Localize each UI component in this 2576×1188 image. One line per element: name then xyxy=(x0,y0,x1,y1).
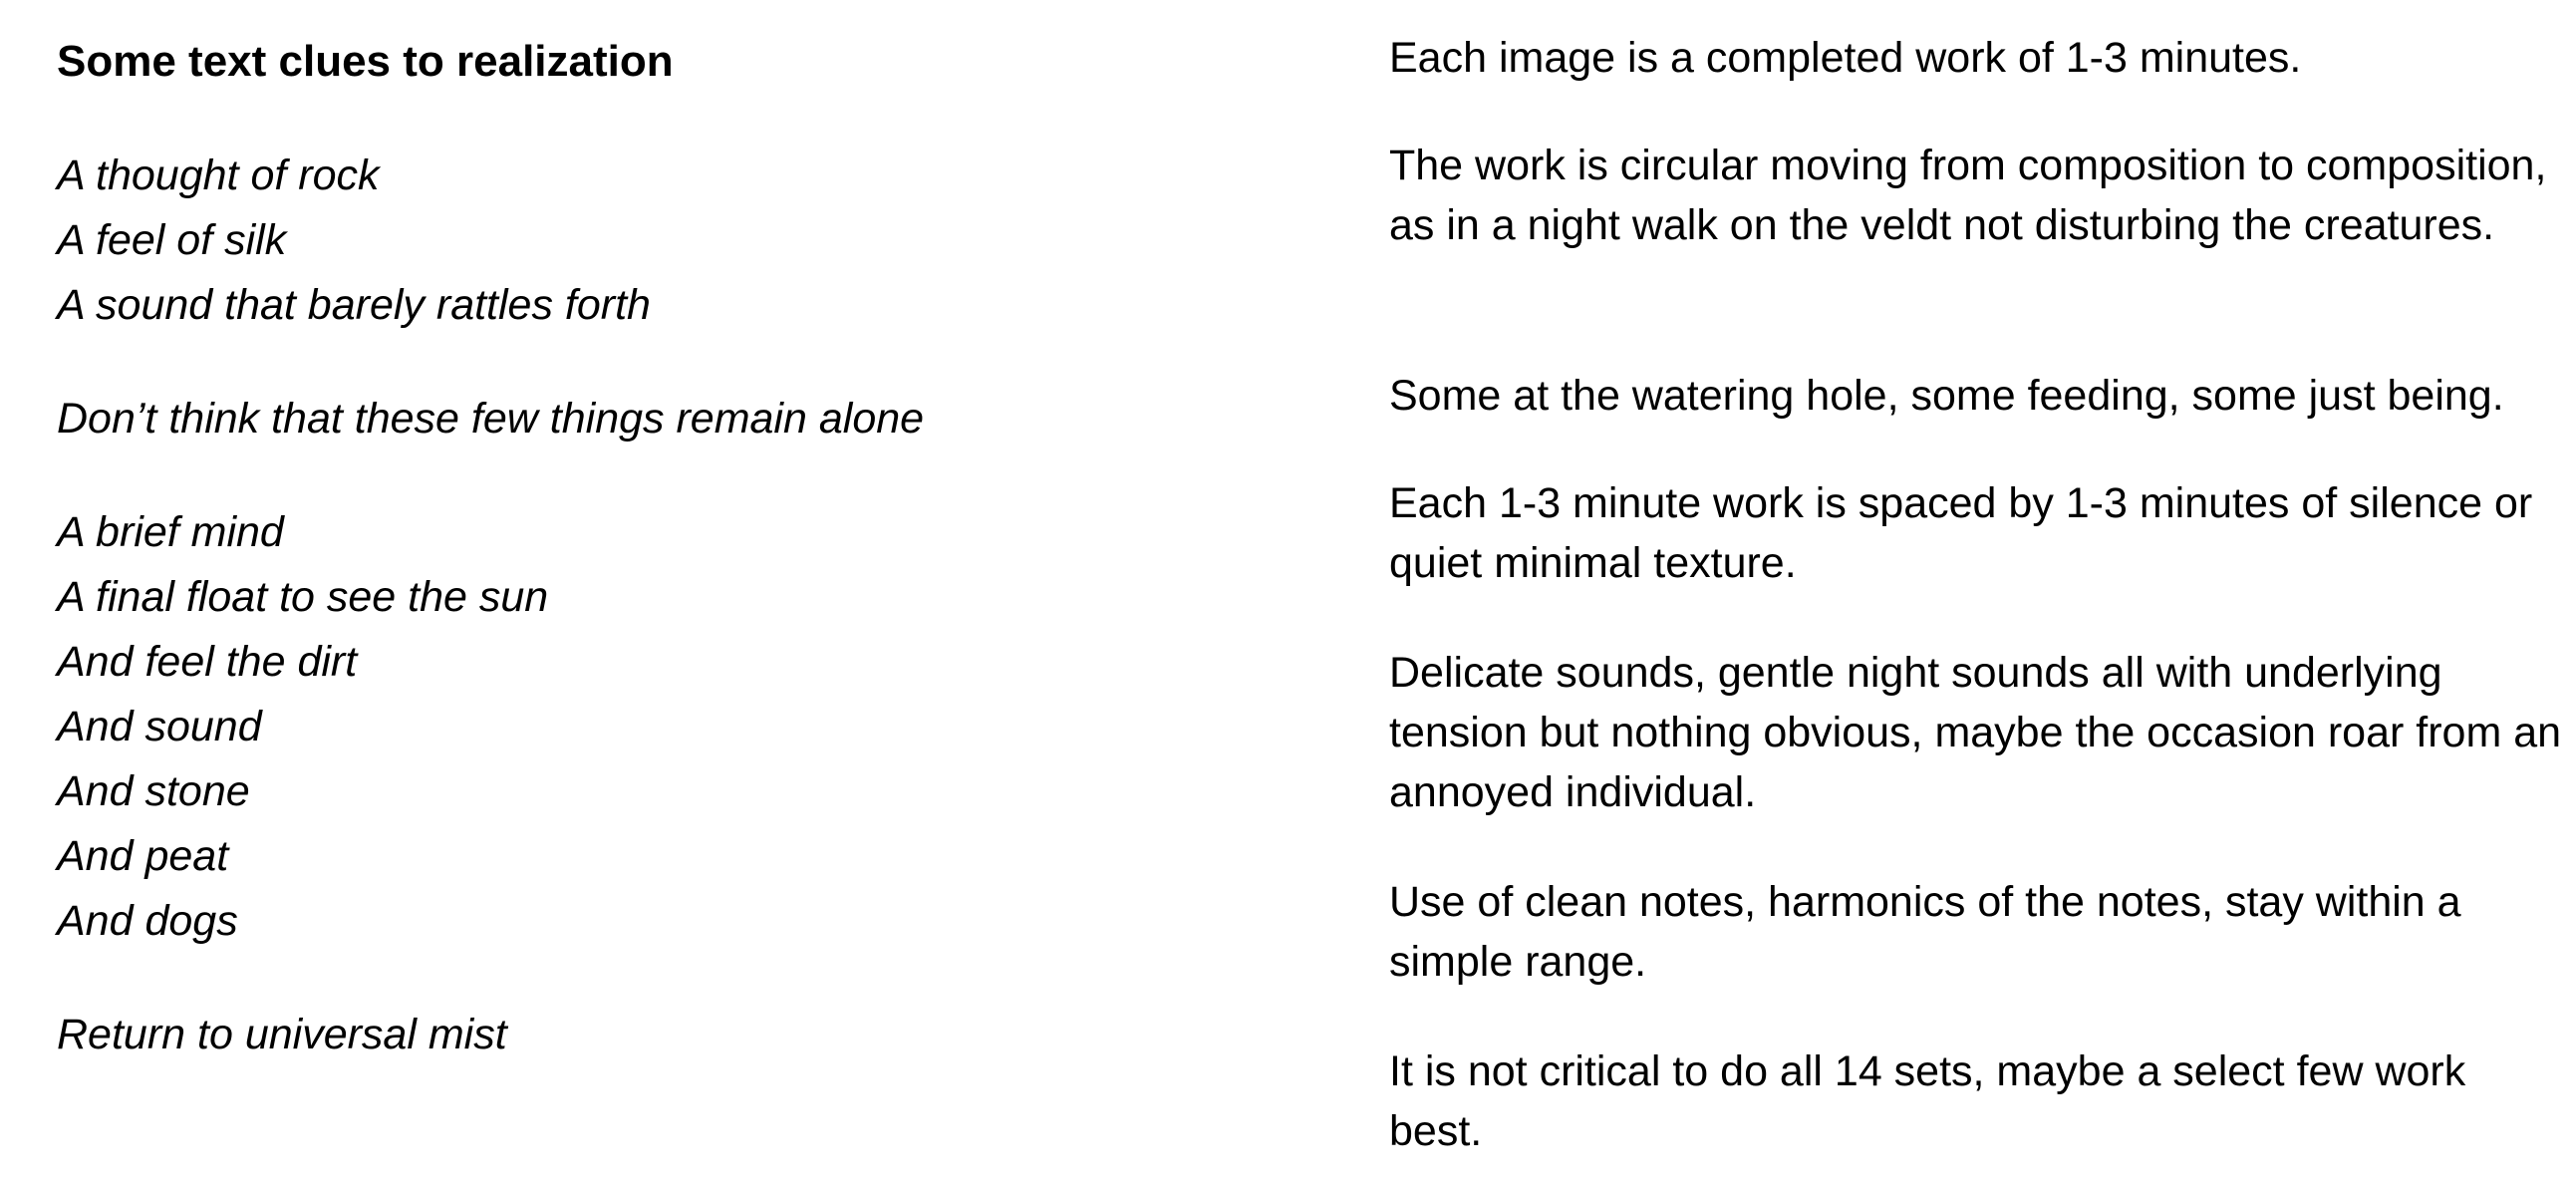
paragraph: Each 1-3 minute work is spaced by 1-3 minutes of silence or quiet minimal texture. xyxy=(1389,479,2533,587)
stanza-4 xyxy=(57,1003,507,1067)
paragraph: The work is circular moving from composition to composition, as in a night walk on the veldt not disturbing the creatures. xyxy=(1389,142,2547,249)
section-heading: Some text clues to realization xyxy=(57,37,674,86)
poem-line: And dogs xyxy=(57,897,238,945)
poem-line: Return to universal mist xyxy=(57,1011,507,1058)
poem-line: A feel of silk xyxy=(57,216,287,264)
paragraph: Use of clean notes, harmonics of the notes, stay within a simple range. xyxy=(1389,878,2461,986)
poem-line: And stone xyxy=(57,767,250,815)
paragraph: Some at the watering hole, some feeding, some just being. xyxy=(1389,372,2504,420)
poem-line: A brief mind xyxy=(57,508,284,556)
poem-line: And peat xyxy=(57,832,229,880)
paragraph: Delicate sounds, gentle night sounds all with underlying tension but nothing obvious, maybe the occasion roar from an annoyed individual. xyxy=(1389,649,2562,816)
poem-line: A final float to see the sun xyxy=(57,573,549,621)
stanza-2 xyxy=(57,387,924,451)
stanza-1 xyxy=(57,144,651,338)
paragraph: Each image is a completed work of 1-3 minutes. xyxy=(1389,34,2302,82)
paragraph: It is not critical to do all 14 sets, maybe a select few work best. xyxy=(1389,1047,2466,1155)
poem-line: A thought of rock xyxy=(57,151,380,199)
poem-line: And sound xyxy=(57,703,262,750)
poem-line: And feel the dirt xyxy=(57,638,358,686)
poem-line: Don’t think that these few things remain alone xyxy=(57,395,925,443)
stanza-3 xyxy=(57,500,548,954)
poem-line: A sound that barely rattles forth xyxy=(57,281,651,329)
